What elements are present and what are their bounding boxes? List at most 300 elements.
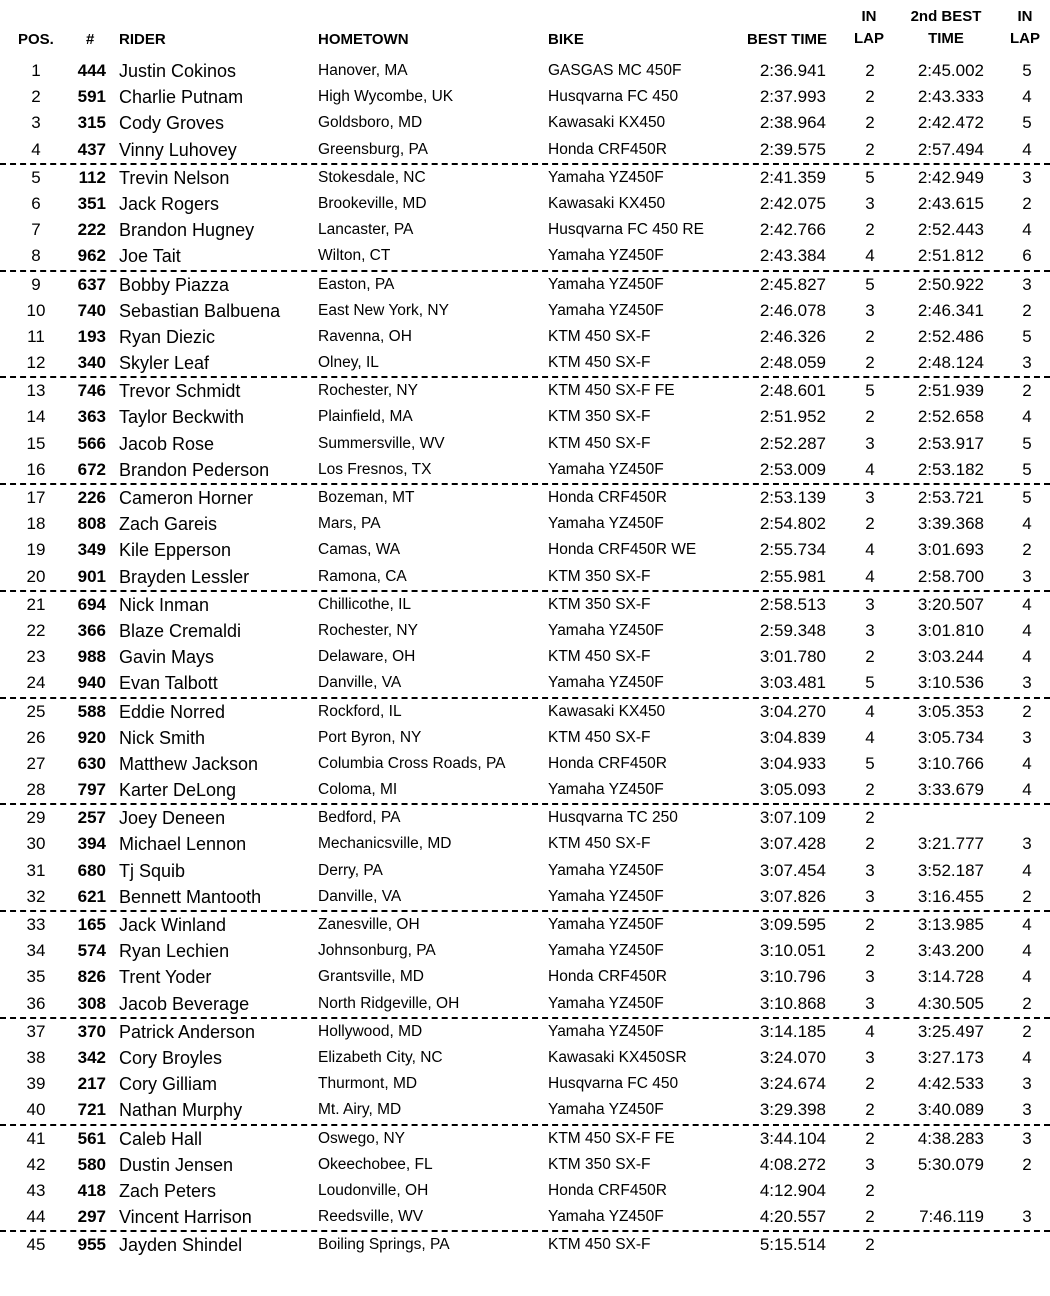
best-time: 3:14.185	[759, 1021, 826, 1041]
best-time-lap: 4	[865, 566, 875, 586]
hometown-cell: East New York, NY	[318, 301, 449, 319]
bike-cell: KTM 450 SX-F FE	[548, 382, 675, 400]
rider-number: 444	[77, 61, 106, 80]
best-time: 2:39.575	[759, 139, 826, 159]
position-cell: 16	[26, 459, 46, 479]
best-time: 3:07.454	[759, 860, 826, 880]
bike-cell: Yamaha YZ450F	[548, 1022, 664, 1040]
table-row	[0, 350, 1050, 378]
second-best-time: 2:58.700	[917, 566, 984, 586]
best-time: 2:46.078	[759, 300, 826, 320]
bike-cell: Yamaha YZ450F	[548, 168, 664, 186]
bike-cell: Honda CRF450R WE	[548, 541, 697, 559]
table-row	[0, 457, 1050, 485]
best-time: 2:54.802	[759, 514, 826, 534]
rider-name: Cameron Horner	[119, 488, 254, 508]
second-best-lap: 3	[1022, 1128, 1032, 1148]
bike-cell: Husqvarna FC 450 RE	[548, 221, 704, 239]
position-cell: 44	[26, 1207, 46, 1227]
best-time-lap: 2	[865, 780, 875, 800]
rider-number: 340	[77, 353, 106, 373]
second-best-lap: 4	[1022, 647, 1032, 667]
position-cell: 29	[26, 808, 46, 828]
position-cell: 35	[26, 967, 46, 987]
rider-name: Trevor Schmidt	[119, 381, 241, 402]
table-row	[0, 725, 1050, 751]
hometown-cell: Chillicothe, IL	[318, 595, 412, 613]
rider-name: Eddie Norred	[119, 701, 226, 722]
hometown-cell: Ramona, CA	[318, 567, 407, 585]
bike-cell: Yamaha YZ450F	[548, 247, 664, 265]
best-time-lap: 2	[865, 87, 875, 107]
rider-number: 826	[77, 967, 106, 987]
bike-cell: Husqvarna FC 450	[548, 1075, 679, 1093]
bike-cell: KTM 450 SX-F	[548, 354, 651, 372]
header-in-lap-2-line1: IN	[1017, 8, 1033, 25]
second-best-lap: 3	[1022, 1100, 1032, 1120]
position-cell: 26	[26, 727, 46, 747]
rider-number: 418	[77, 1180, 106, 1200]
position-cell: 2	[31, 87, 41, 107]
position-cell: 40	[26, 1100, 46, 1120]
table-row	[0, 670, 1050, 698]
best-time: 3:01.780	[759, 647, 826, 667]
bike-cell: Honda CRF450R	[548, 1181, 667, 1199]
table-row	[0, 699, 1050, 725]
second-best-lap: 5	[1022, 459, 1032, 479]
second-best-time: 2:48.124	[917, 353, 984, 373]
position-cell: 1	[31, 61, 41, 80]
best-time: 2:48.059	[759, 353, 826, 373]
rider-name: Michael Lennon	[119, 834, 247, 855]
best-time-lap: 2	[865, 139, 875, 159]
table-row	[0, 1019, 1050, 1045]
hometown-cell: Stokesdale, NC	[318, 168, 426, 186]
second-best-time: 2:51.812	[917, 246, 984, 266]
table-row	[0, 964, 1050, 990]
results-table	[0, 58, 1050, 1258]
table-row	[0, 485, 1050, 511]
rider-number: 920	[77, 727, 106, 747]
rider-number: 566	[77, 433, 106, 453]
best-time-lap: 2	[865, 1207, 875, 1227]
bike-cell: Yamaha YZ450F	[548, 916, 664, 933]
second-best-time: 2:42.472	[917, 113, 984, 133]
second-best-time: 3:01.693	[917, 540, 984, 560]
best-time-lap: 4	[865, 727, 875, 747]
table-row	[0, 324, 1050, 350]
second-best-lap: 4	[1022, 967, 1032, 987]
hometown-cell: North Ridgeville, OH	[318, 994, 460, 1012]
second-best-time: 3:52.187	[917, 860, 984, 880]
rider-name: Cody Groves	[119, 113, 225, 134]
rider-name: Brandon Hugney	[119, 220, 255, 241]
rider-name: Caleb Hall	[119, 1128, 203, 1149]
second-best-time: 3:03.244	[917, 647, 984, 667]
second-best-time: 3:20.507	[917, 594, 984, 614]
best-time: 3:03.481	[759, 673, 826, 693]
table-row	[0, 938, 1050, 964]
bike-cell: Yamaha YZ450F	[548, 460, 664, 478]
hometown-cell: Ravenna, OH	[318, 327, 412, 345]
second-best-time: 2:52.443	[917, 220, 984, 240]
rider-number: 257	[77, 808, 106, 828]
best-time-lap: 3	[865, 886, 875, 906]
header-pos: POS.	[18, 31, 54, 48]
second-best-time: 3:01.810	[917, 620, 984, 640]
hometown-cell: Columbia Cross Roads, PA	[318, 754, 506, 772]
position-cell: 19	[26, 540, 46, 560]
hometown-cell: Loudonville, OH	[318, 1181, 429, 1199]
position-cell: 17	[26, 488, 46, 507]
position-cell: 9	[31, 274, 41, 294]
table-header	[0, 0, 1050, 56]
second-best-lap: 3	[1022, 1074, 1032, 1094]
best-time: 3:04.839	[759, 727, 826, 747]
table-row	[0, 537, 1050, 563]
bike-cell: KTM 450 SX-F	[548, 1236, 651, 1254]
best-time-lap: 2	[865, 407, 875, 427]
rider-name: Trevin Nelson	[119, 167, 230, 188]
position-cell: 22	[26, 620, 46, 640]
second-best-time: 2:43.615	[917, 193, 984, 213]
rider-number: 680	[77, 860, 106, 880]
best-time-lap: 5	[865, 753, 875, 773]
hometown-cell: Danville, VA	[318, 887, 402, 905]
bike-cell: KTM 350 SX-F	[548, 1155, 651, 1173]
hometown-cell: Reedsville, WV	[318, 1208, 424, 1226]
second-best-lap: 2	[1022, 1021, 1032, 1041]
hometown-cell: Zanesville, OH	[318, 916, 420, 933]
rider-name: Zach Peters	[119, 1180, 217, 1201]
hometown-cell: Bozeman, MT	[318, 489, 415, 506]
second-best-lap: 4	[1022, 220, 1032, 240]
hometown-cell: Rochester, NY	[318, 621, 418, 639]
table-row	[0, 137, 1050, 165]
table-row	[0, 1045, 1050, 1071]
best-time: 3:09.595	[759, 915, 826, 934]
rider-number: 988	[77, 647, 106, 667]
best-time: 2:58.513	[759, 594, 826, 614]
second-best-lap: 2	[1022, 300, 1032, 320]
best-time-lap: 2	[865, 1100, 875, 1120]
best-time: 3:07.826	[759, 886, 826, 906]
rider-number: 349	[77, 540, 106, 560]
best-time: 3:10.796	[759, 967, 826, 987]
rider-number: 217	[77, 1074, 106, 1094]
second-best-time: 2:42.949	[917, 167, 984, 187]
best-time: 2:51.952	[759, 407, 826, 427]
rider-name: Nick Inman	[119, 594, 210, 615]
position-cell: 34	[26, 941, 46, 961]
best-time: 3:07.428	[759, 834, 826, 854]
best-time: 3:24.674	[759, 1074, 826, 1094]
best-time-lap: 2	[865, 220, 875, 240]
position-cell: 28	[26, 780, 46, 800]
position-cell: 30	[26, 834, 46, 854]
best-time: 2:43.384	[759, 246, 826, 266]
position-cell: 3	[31, 113, 41, 133]
second-best-time: 4:30.505	[917, 993, 984, 1013]
second-best-time: 3:25.497	[917, 1021, 984, 1041]
table-row	[0, 644, 1050, 670]
best-time-lap: 3	[865, 488, 875, 507]
second-best-lap: 4	[1022, 514, 1032, 534]
best-time-lap: 4	[865, 1021, 875, 1041]
bike-cell: Honda CRF450R	[548, 754, 667, 772]
best-time: 2:46.326	[759, 326, 826, 346]
second-best-lap: 4	[1022, 620, 1032, 640]
best-time: 3:05.093	[759, 780, 826, 800]
bike-cell: Yamaha YZ450F	[548, 301, 664, 319]
position-cell: 37	[26, 1021, 46, 1041]
hometown-cell: Okeechobee, FL	[318, 1155, 433, 1173]
hometown-cell: Hollywood, MD	[318, 1022, 423, 1040]
bike-cell: KTM 450 SX-F	[548, 648, 651, 666]
second-best-lap: 5	[1022, 488, 1032, 507]
best-time: 2:36.941	[759, 61, 826, 80]
position-cell: 31	[26, 860, 46, 880]
position-cell: 11	[27, 326, 45, 346]
second-best-time: 3:05.734	[917, 727, 984, 747]
rider-number: 808	[77, 514, 106, 534]
rider-name: Kile Epperson	[119, 540, 232, 561]
second-best-time: 4:42.533	[917, 1074, 984, 1094]
table-row	[0, 243, 1050, 271]
header-in-lap-1-line2: LAP	[854, 30, 884, 47]
best-time: 3:04.933	[759, 753, 826, 773]
best-time: 3:44.104	[759, 1128, 826, 1148]
position-cell: 18	[26, 514, 46, 534]
rider-number: 901	[77, 566, 106, 586]
second-best-lap: 2	[1022, 701, 1032, 721]
second-best-lap: 4	[1022, 139, 1032, 159]
second-best-lap: 2	[1022, 540, 1032, 560]
bike-cell: Yamaha YZ450F	[548, 994, 664, 1012]
second-best-lap: 4	[1022, 915, 1032, 934]
table-row	[0, 272, 1050, 298]
position-cell: 25	[26, 701, 46, 721]
second-best-lap: 4	[1022, 780, 1032, 800]
best-time: 2:53.009	[759, 459, 826, 479]
best-time-lap: 2	[865, 514, 875, 534]
best-time-lap: 2	[865, 941, 875, 961]
rider-number: 226	[77, 488, 106, 507]
bike-cell: Yamaha YZ450F	[548, 621, 664, 639]
best-time-lap: 2	[865, 808, 875, 828]
rider-name: Cory Broyles	[119, 1047, 223, 1068]
second-best-time: 3:10.536	[917, 673, 984, 693]
second-best-time: 2:50.922	[917, 274, 984, 294]
best-time-lap: 3	[865, 300, 875, 320]
best-time: 2:41.359	[759, 167, 826, 187]
rider-name: Jayden Shindel	[119, 1235, 243, 1256]
position-cell: 42	[26, 1154, 46, 1174]
bike-cell: Kawasaki KX450	[548, 702, 666, 720]
bike-cell: Honda CRF450R	[548, 968, 667, 986]
best-time: 4:20.557	[759, 1207, 826, 1227]
bike-cell: Husqvarna FC 450	[548, 88, 679, 106]
best-time-lap: 5	[865, 167, 875, 187]
second-best-time: 3:14.728	[917, 967, 984, 987]
second-best-time: 2:51.939	[917, 381, 984, 401]
best-time: 2:55.981	[759, 566, 826, 586]
rider-name: Jack Winland	[119, 915, 227, 935]
header-rider: RIDER	[119, 31, 166, 48]
rider-number: 591	[77, 87, 106, 107]
rider-name: Bennett Mantooth	[119, 886, 262, 907]
rider-name: Jacob Beverage	[119, 993, 250, 1014]
rider-name: Vinny Luhovey	[119, 139, 237, 160]
position-cell: 13	[26, 381, 46, 401]
hometown-cell: Danville, VA	[318, 674, 402, 692]
bike-cell: KTM 350 SX-F	[548, 408, 651, 426]
bike-cell: KTM 450 SX-F	[548, 835, 651, 853]
hometown-cell: High Wycombe, UK	[318, 88, 454, 106]
bike-cell: Yamaha YZ450F	[548, 515, 664, 533]
rider-number: 588	[77, 701, 106, 721]
best-time-lap: 2	[865, 647, 875, 667]
table-row	[0, 831, 1050, 857]
header-second-best-line2: TIME	[928, 30, 964, 47]
second-best-lap: 5	[1022, 326, 1032, 346]
hometown-cell: Oswego, NY	[318, 1129, 406, 1147]
second-best-lap: 4	[1022, 407, 1032, 427]
second-best-lap: 3	[1022, 727, 1032, 747]
second-best-time: 3:33.679	[917, 780, 984, 800]
second-best-time: 2:53.917	[917, 433, 984, 453]
header-in-lap-1-line1: IN	[861, 8, 877, 25]
table-row	[0, 1071, 1050, 1097]
best-time-lap: 2	[865, 915, 875, 934]
table-row	[0, 592, 1050, 618]
rider-name: Brayden Lessler	[119, 566, 250, 587]
best-time: 2:52.287	[759, 433, 826, 453]
position-cell: 32	[26, 886, 46, 906]
rider-name: Bobby Piazza	[119, 274, 230, 295]
table-row	[0, 431, 1050, 457]
rider-name: Dustin Jensen	[119, 1154, 234, 1175]
second-best-lap: 4	[1022, 860, 1032, 880]
best-time: 3:07.109	[759, 808, 826, 828]
hometown-cell: Greensburg, PA	[318, 140, 428, 158]
second-best-lap: 5	[1022, 433, 1032, 453]
rider-name: Sebastian Balbuena	[119, 300, 281, 321]
second-best-time: 3:16.455	[917, 886, 984, 906]
position-cell: 4	[31, 139, 41, 159]
rider-number: 746	[77, 381, 106, 401]
best-time: 4:12.904	[759, 1180, 826, 1200]
rider-name: Zach Gareis	[119, 514, 218, 535]
bike-cell: Yamaha YZ450F	[548, 887, 664, 905]
table-row	[0, 751, 1050, 777]
hometown-cell: Goldsboro, MD	[318, 114, 423, 132]
table-row	[0, 1126, 1050, 1152]
header-bike: BIKE	[548, 31, 584, 48]
rider-number: 363	[77, 407, 106, 427]
rider-number: 394	[77, 834, 106, 854]
bike-cell: Yamaha YZ450F	[548, 1208, 664, 1226]
best-time-lap: 2	[865, 113, 875, 133]
hometown-cell: Boiling Springs, PA	[318, 1236, 450, 1254]
table-row	[0, 777, 1050, 805]
best-time-lap: 5	[865, 381, 875, 401]
position-cell: 36	[26, 993, 46, 1013]
table-row	[0, 165, 1050, 191]
rider-name: Trent Yoder	[119, 967, 212, 988]
rider-name: Patrick Anderson	[119, 1021, 256, 1042]
second-best-time: 2:57.494	[917, 139, 984, 159]
second-best-lap: 2	[1022, 886, 1032, 906]
bike-cell: Kawasaki KX450SR	[548, 1048, 687, 1066]
second-best-lap: 4	[1022, 594, 1032, 614]
rider-number: 308	[77, 993, 106, 1013]
best-time: 3:24.070	[759, 1047, 826, 1067]
hometown-cell: Rochester, NY	[318, 382, 418, 400]
position-cell: 14	[26, 407, 46, 427]
position-cell: 15	[26, 433, 46, 453]
second-best-lap: 3	[1022, 353, 1032, 373]
position-cell: 38	[26, 1047, 46, 1067]
bike-cell: Honda CRF450R	[548, 489, 667, 506]
second-best-time: 5:30.079	[917, 1154, 984, 1174]
position-cell: 8	[31, 246, 41, 266]
rider-number: 721	[77, 1100, 106, 1120]
rider-number: 580	[77, 1154, 106, 1174]
header-second-best-line1: 2nd BEST	[910, 8, 982, 25]
table-row	[0, 217, 1050, 243]
hometown-cell: Mars, PA	[318, 515, 381, 533]
bike-cell: KTM 350 SX-F	[548, 595, 651, 613]
second-best-time: 3:39.368	[917, 514, 984, 534]
best-time-lap: 4	[865, 540, 875, 560]
hometown-cell: Wilton, CT	[318, 247, 391, 265]
hometown-cell: Los Fresnos, TX	[318, 460, 432, 478]
best-time-lap: 5	[865, 673, 875, 693]
second-best-lap: 3	[1022, 274, 1032, 294]
second-best-time: 4:38.283	[917, 1128, 984, 1148]
rider-number: 574	[77, 941, 106, 961]
hometown-cell: Derry, PA	[318, 861, 383, 879]
hometown-cell: Hanover, MA	[318, 62, 408, 79]
second-best-lap: 2	[1022, 1154, 1032, 1174]
hometown-cell: Delaware, OH	[318, 648, 416, 666]
best-time: 2:55.734	[759, 540, 826, 560]
table-row	[0, 1097, 1050, 1125]
second-best-time: 7:46.119	[919, 1207, 984, 1227]
table-row	[0, 404, 1050, 430]
best-time-lap: 2	[865, 834, 875, 854]
hometown-cell: Mt. Airy, MD	[318, 1101, 402, 1119]
second-best-time: 2:46.341	[917, 300, 984, 320]
second-best-time: 2:53.721	[917, 488, 984, 507]
best-time: 3:10.868	[759, 993, 826, 1013]
table-row	[0, 912, 1050, 938]
second-best-time: 2:53.182	[917, 459, 984, 479]
hometown-cell: Grantsville, MD	[318, 968, 424, 986]
rider-name: Nick Smith	[119, 727, 206, 748]
hometown-cell: Coloma, MI	[318, 781, 398, 799]
best-time: 2:53.139	[759, 488, 826, 507]
rider-number: 351	[77, 193, 106, 213]
rider-name: Brandon Pederson	[119, 459, 270, 480]
position-cell: 20	[26, 566, 46, 586]
best-time-lap: 3	[865, 620, 875, 640]
bike-cell: KTM 350 SX-F	[548, 567, 651, 585]
rider-name: Nathan Murphy	[119, 1100, 243, 1121]
rider-number: 342	[77, 1047, 106, 1067]
rider-name: Tj Squib	[119, 860, 186, 881]
